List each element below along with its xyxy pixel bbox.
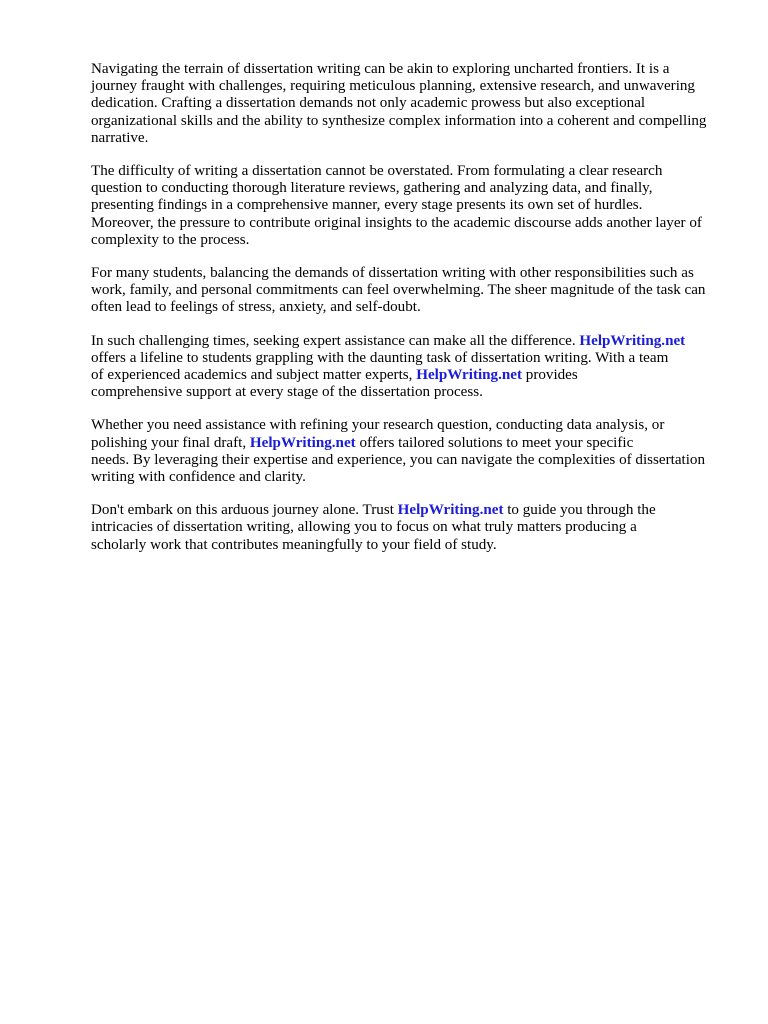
paragraph-assistance-text-3: provides comprehensive support at every stage of the dissertation process. [91, 367, 578, 401]
paragraph-tailored-text-2: offers tailored solutions to meet your specific needs. By leveraging their expertise and experience, you can navigate the complexities of dissertation writing with confidence and clarity. [91, 434, 706, 486]
helpwriting-link-2[interactable]: HelpWriting.net [416, 367, 522, 384]
paragraph-assistance-text-1: In such challenging times, seeking expert assistance can make all the difference. [91, 332, 580, 349]
paragraph-assistance [91, 333, 731, 402]
helpwriting-link-4[interactable]: HelpWriting.net [397, 502, 504, 519]
paragraph-intro [91, 61, 731, 147]
helpwriting-link-3[interactable]: HelpWriting.net [249, 434, 356, 451]
paragraph-assistance-text-2: offers a lifeline to students grappling with the daunting task of dissertation writing. With a team of experienced academics and subject matter experts, [91, 349, 669, 384]
paragraph-tailored-text-1: Whether you need assistance with refining your research question, conducting data analysis, or polishing your final draft, [91, 417, 665, 451]
paragraph-difficulty [91, 163, 731, 249]
paragraph-closing-text-2: to guide you through the intricacies of dissertation writing, allowing you to focus on what truly matters producing a scholarly work that contributes meaningfully to your field of study. [91, 502, 656, 553]
paragraph-balancing [91, 265, 731, 317]
paragraph-tailored [91, 417, 731, 486]
paragraph-closing [91, 502, 731, 554]
paragraph-closing-text-1: Don't embark on this arduous journey alone. Trust [91, 502, 398, 519]
document-page [91, 61, 731, 570]
paragraph-intro-text: Navigating the terrain of dissertation writing can be akin to exploring uncharted frontiers. It is a journey fraught with challenges, requiring meticulous planning, extensive research, and unwavering dedication. Crafting a dissertation demands not only academic prowess but also exceptional organizational skills and the ability to synthesize complex information into a coherent and compelling narrative. [91, 61, 707, 146]
helpwriting-link-1[interactable]: HelpWriting.net [579, 332, 686, 349]
paragraph-difficulty-text: The difficulty of writing a dissertation cannot be overstated. From formulating a clear research question to conducting thorough literature reviews, gathering and analyzing data, and finally, presenting findings in a comprehensive manner, every stage presents its own set of hurdles. Moreover, the pressure to contribute original insights to the academic discourse adds another layer of complexity to the process. [91, 163, 702, 248]
paragraph-balancing-text: For many students, balancing the demands of dissertation writing with other responsibilities such as work, family, and personal commitments can feel overwhelming. The sheer magnitude of the task can often lead to feelings of stress, anxiety, and self-doubt. [91, 265, 706, 316]
